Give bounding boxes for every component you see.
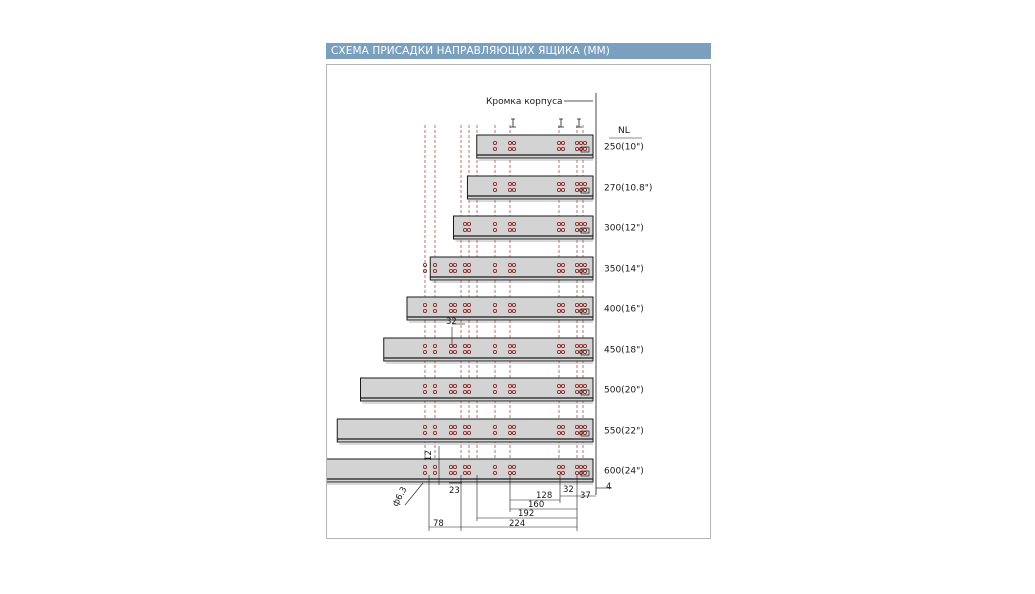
rail-250 [477,135,644,160]
dim-4: 4 [606,482,612,492]
rail-label: 450(18") [604,345,644,356]
edge-label: Кромка корпуса [486,97,563,107]
dim-192: 192 [518,509,535,519]
rail-350 [423,257,643,282]
dim-32: 32 [563,485,574,495]
rail-500 [361,378,644,403]
dim-32-top: 32 [446,317,457,327]
nl-label: NL [618,126,630,136]
dim-128: 128 [536,491,553,501]
screw-marker [510,119,516,127]
rail-270 [467,176,652,201]
rail-label: 300(12") [604,223,644,234]
dim-23: 23 [449,486,460,496]
rail-400 [407,297,644,322]
rail-label: 400(16") [604,304,644,315]
rail-label: 600(24") [604,466,644,477]
rails-group [327,119,652,484]
rail-300 [454,216,644,241]
dim-78: 78 [433,519,444,529]
dim-37: 37 [580,491,591,501]
diagram-title: СХЕМА ПРИСАДКИ НАПРАВЛЯЮЩИХ ЯЩИКА (ММ) [331,45,610,57]
rail-label: 500(20") [604,385,644,396]
diagram-panel [326,64,711,539]
rail-label: 350(14") [604,264,644,275]
dim-hole-diameter: ф6.3 [390,485,410,509]
rail-label: 550(22") [604,426,644,437]
rail-550 [337,419,644,444]
dim-160: 160 [528,500,545,510]
rail-label: 270(10.8") [604,183,653,194]
diagram-title-bar [326,43,711,59]
dim-224: 224 [509,519,526,529]
drilling-diagram [327,65,710,538]
dim-12: 12 [424,450,434,461]
rail-label: 250(10") [604,142,644,153]
rail-450 [384,338,644,363]
